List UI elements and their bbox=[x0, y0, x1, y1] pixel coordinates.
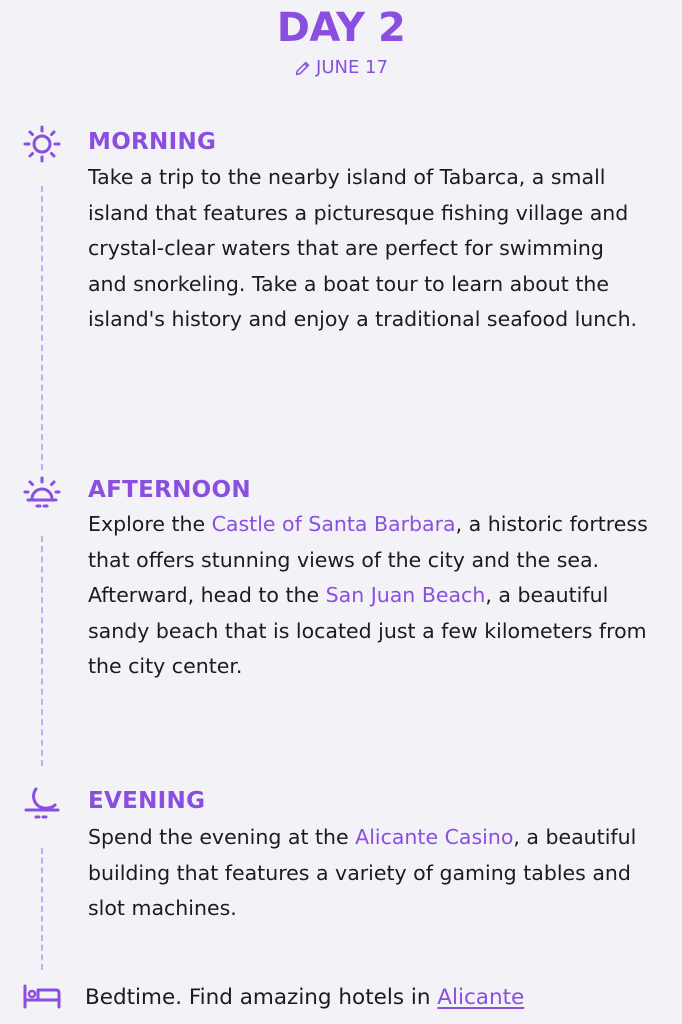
body-text: , a beautiful building that features a variety of gaming tables and slot machines. bbox=[88, 825, 637, 920]
bedtime-row bbox=[22, 980, 64, 1016]
body-text: Take a trip to the nearby island of Tabarca, a small island that features a picturesque fishing village and crystal-clear waters that are perfect for swimming and snorkeling. Take a boat tour to learn about the island's history and enjoy a traditional seafood lunch. bbox=[88, 165, 638, 331]
timeline-dashed-line bbox=[41, 848, 43, 970]
place-link[interactable]: Alicante Casino bbox=[355, 825, 514, 849]
section-title-evening: EVENING bbox=[88, 788, 206, 814]
bed-icon bbox=[22, 981, 64, 1015]
body-text: , a beautiful sandy beach that is located just a few kilometers from the city center. bbox=[88, 583, 647, 678]
place-link[interactable]: San Juan Beach bbox=[325, 583, 486, 607]
timeline-dashed-line bbox=[41, 186, 43, 470]
place-link[interactable]: Castle of Santa Barbara bbox=[211, 512, 456, 536]
timeline-dashed-line bbox=[41, 536, 43, 766]
moon-icon bbox=[22, 783, 64, 823]
section-body-evening bbox=[88, 820, 648, 927]
bedtime-label: Bedtime. Find amazing hotels in bbox=[85, 985, 438, 1010]
section-body-afternoon bbox=[88, 507, 648, 685]
section-title-morning: MORNING bbox=[88, 129, 217, 155]
section-body-morning bbox=[88, 160, 648, 338]
body-text: Spend the evening at the bbox=[88, 825, 356, 849]
bedtime-text bbox=[85, 980, 524, 1016]
section-title-afternoon: AFTERNOON bbox=[88, 477, 251, 503]
date-label: JUNE 17 bbox=[316, 57, 388, 78]
body-text: Explore the bbox=[88, 512, 212, 536]
sun-icon bbox=[22, 124, 64, 164]
alicante-hotels-link[interactable]: Alicante bbox=[437, 985, 525, 1010]
sunset-icon bbox=[22, 472, 64, 512]
day-title: DAY 2 bbox=[276, 5, 406, 51]
date-row bbox=[0, 56, 682, 80]
body-text: , a historic fortress that offers stunning views of the city and the sea. Afterward, head to the bbox=[88, 512, 648, 607]
pencil-icon bbox=[294, 60, 311, 77]
